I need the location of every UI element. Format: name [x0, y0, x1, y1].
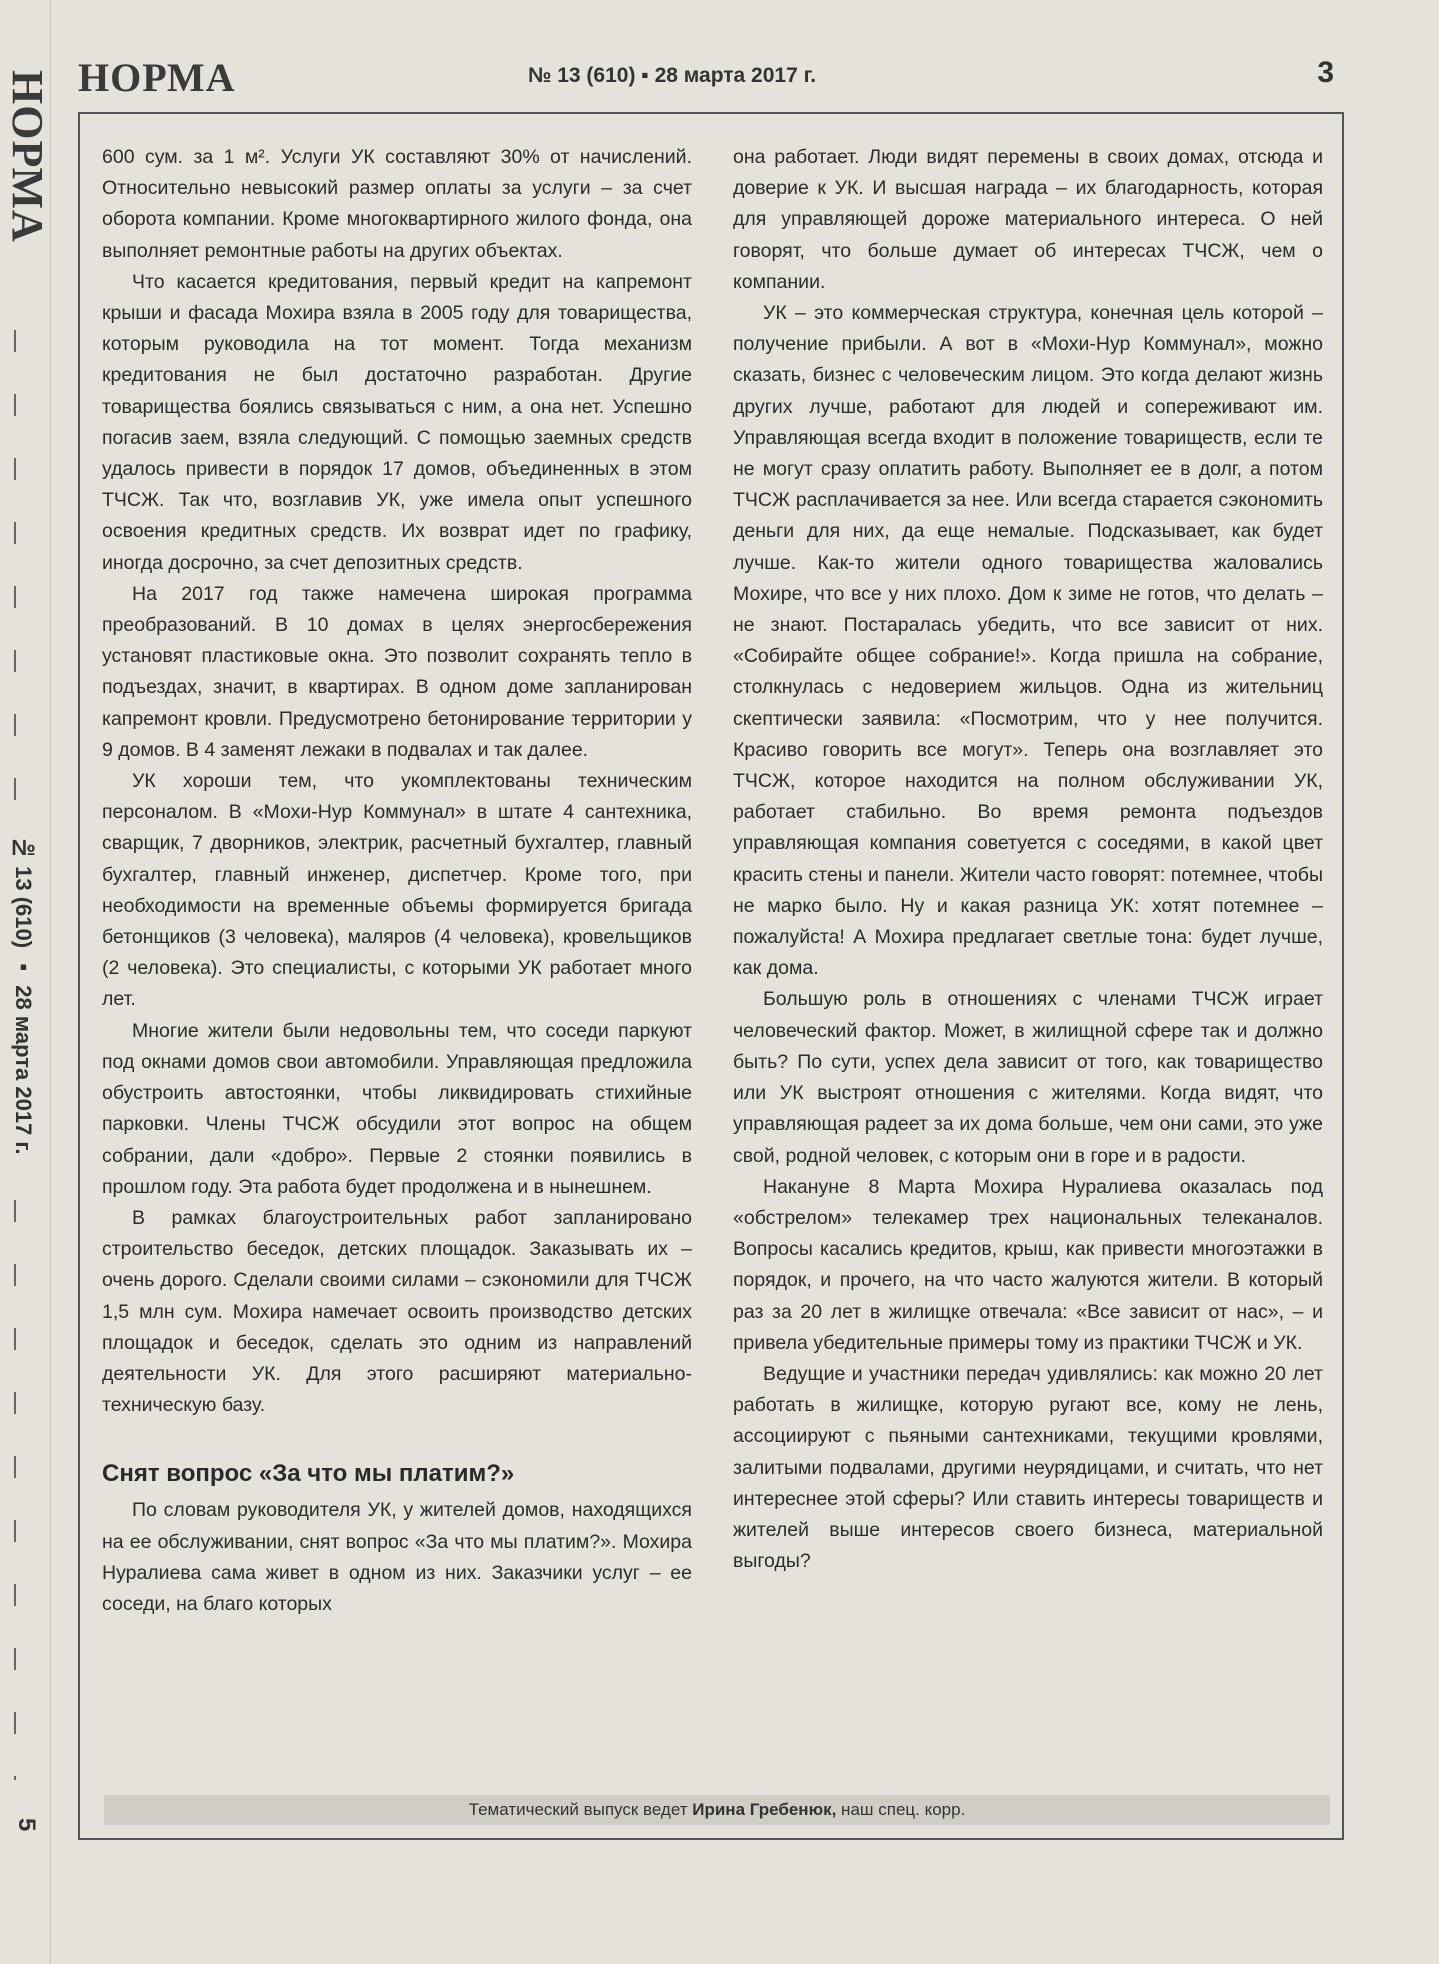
paragraph: Большую роль в отношениях с членами ТЧСЖ играет человеческий фактор. Может, в жилищной сфере так и должно быть? По сути, успех дела зависит от того, как товарищество или УК выстроят отношения с жителями. Когда видят, что управляющая радеет за их дома больше, чем они сами, это уже свой, родной человек, с которым они в горе и в радости.: [733, 988, 1323, 1167]
paragraph: УК – это коммерческая структура, конечная цель которой – получение прибыли. А вот в «Мохи-Нур Коммунал», можно сказать, бизнес с человеческим лицом. Это когда делают жизнь других лучше, работают для людей и сопереживают им. Управляющая всегда входит в положение товариществ, если те не могут сразу оплатить работу. Выполняет ее в долг, а потом ТЧСЖ расплачивается за нее. Или всегда старается сэкономить деньги для них, да еще немалые. Подсказывает, как будет лучше. Как-то жители одного товарищества жаловались Мохире, что все у них плохо. Дом к зиме не готов, что делать – не знают. Постаралась убедить, что все зависит от них. «Собирайте общее собрание!». Когда пришла на собрание, столкнулась с недоверием жильцов. Одна из жительниц скептически заявила: «Посмотрим, что у нее получится. Красиво говорить все могут». Теперь она возглавляет это ТЧСЖ, которое находится на полном обслуживании УК, работает стабильно. Во время ремонта подъездов управляющая компания советуется с соседями, в какой цвет красить стены и панели. Жители часто говорят: потемнее, чтобы не марко было. Ну и какая разница УК: хотят потемнее – пожалуйста! А Мохира предлагает светлые тона: будет лучше, как дома.: [733, 302, 1323, 980]
paragraph: По словам руководителя УК, у жителей домов, находящихся на ее обслуживании, снят вопрос «За что мы платим?». Мохира Нуралиева сама живет в одном из них. Заказчики услуг – ее соседи, на благо которых: [102, 1499, 692, 1615]
side-ticks-bottom: [14, 1200, 16, 1780]
side-strip: [0, 0, 51, 1964]
credit-name: Ирина Гребенюк,: [692, 1800, 837, 1819]
editor-credit-bar: [104, 1795, 1330, 1825]
page-header: [78, 50, 1340, 108]
side-masthead: НОРМА: [3, 70, 52, 243]
issue-line: № 13 (610) ▪ 28 марта 2017 г.: [528, 64, 817, 87]
paragraph: Ведущие и участники передач удивлялись: как можно 20 лет работать в жилищке, которую ругают все, кому не лень, ассоциируют с пьяными сантехниками, текущими кровлями, залитыми подвалами, другими неурядицами, и считать, что нет интереснее этой сферы? Или ставить интересы товариществ и жителей выше интересов своего бизнеса, материальной выгоды?: [733, 1362, 1323, 1573]
side-page-number: 5: [13, 1818, 40, 1832]
paragraph: Накануне 8 Марта Мохира Нуралиева оказалась под «обстрелом» телекамер трех национальных телеканалов. Вопросы касались кредитов, крыш, как привести многоэтажки в порядок, и прочего, на что часто жалуются жители. В который раз за 20 лет в жилищке отвечала: «Все зависит от нас», – и привела убедительные примеры тому из практики ТЧСЖ и УК.: [733, 1175, 1323, 1354]
paragraph: 600 сум. за 1 м². Услуги УК составляют 30% от начислений. Относительно невысокий размер оплаты за услуги – за счет оборота компании. Кроме многоквартирного жилого фонда, она выполняет ремонтные работы на других объектах.: [102, 146, 692, 262]
side-ticks-top: [14, 330, 16, 810]
left-column: [102, 142, 692, 1620]
paragraph: она работает. Люди видят перемены в своих домах, отсюда и доверие к УК. И высшая награда – их благодарность, которая для управляющей дороже материального интереса. О ней говорят, что больше думает об интересах ТЧСЖ, чем о компании.: [733, 146, 1323, 293]
right-column: [733, 142, 1323, 1577]
credit-prefix: Тематический выпуск ведет: [468, 1800, 693, 1819]
masthead: НОРМА: [78, 55, 236, 100]
section-subhead: Снят вопрос «За что мы платим?»: [102, 1460, 515, 1488]
paragraph: На 2017 год также намечена широкая программа преобразований. В 10 домах в целях энергосбережения установят пластиковые окна. Это позволит сохранять тепло в подъездах, значит, в квартирах. В одном доме запланирован капремонт кровли. Предусмотрено бетонирование территории у 9 домов. В 4 заменят лежаки в подвалах и так далее.: [102, 582, 692, 761]
credit-suffix: наш спец. корр.: [836, 1800, 966, 1819]
paragraph: В рамках благоустроительных работ запланировано строительство беседок, детских площадок. Заказывать их – очень дорого. Сделали своими силами – сэкономили для ТЧСЖ 1,5 млн сум. Мохира намечает освоить производство детских площадок и беседок, сделать это одним из направлений деятельности УК. Для этого расширяют материально-техническую базу.: [102, 1206, 692, 1417]
paragraph: УК хороши тем, что укомплектованы техническим персоналом. В «Мохи-Нур Коммунал» в штате 4 сантехника, сварщик, 7 дворников, электрик, расчетный бухгалтер, главный бухгалтер, главный инженер, диспетчер. Кроме того, при необходимости на временные объемы формируется бригада бетонщиков (3 человека), маляров (4 человека), кровельщиков (2 человека). Это специалисты, с которыми УК работает много лет.: [102, 770, 692, 1011]
page-number: 3: [1317, 56, 1334, 89]
side-issue-line: № 13 (610) ▪ 28 марта 2017 г.: [11, 835, 36, 1155]
paragraph: Многие жители были недовольны тем, что соседи паркуют под окнами домов свои автомобили. Управляющая предложила обустроить автостоянки, чтобы ликвидировать стихийные парковки. Члены ТЧСЖ обсудили этот вопрос на общем собрании, дали «добро». Первые 2 стоянки появились в прошлом году. Эта работа будет продолжена и в нынешнем.: [102, 1019, 692, 1198]
paragraph: Что касается кредитования, первый кредит на капремонт крыши и фасада Мохира взяла в 2005 году для товарищества, которым руководила на тот момент. Тогда механизм кредитования не был достаточно разработан. Другие товарищества боялись связываться с ним, а она нет. Успешно погасив заем, взяла следующий. С помощью заемных средств удалось привести в порядок 17 домов, объединенных в этом ТЧСЖ. Так что, возглавив УК, уже имела опыт успешного освоения кредитных средств. Их возврат идет по графику, иногда досрочно, за счет депозитных средств.: [102, 270, 692, 574]
